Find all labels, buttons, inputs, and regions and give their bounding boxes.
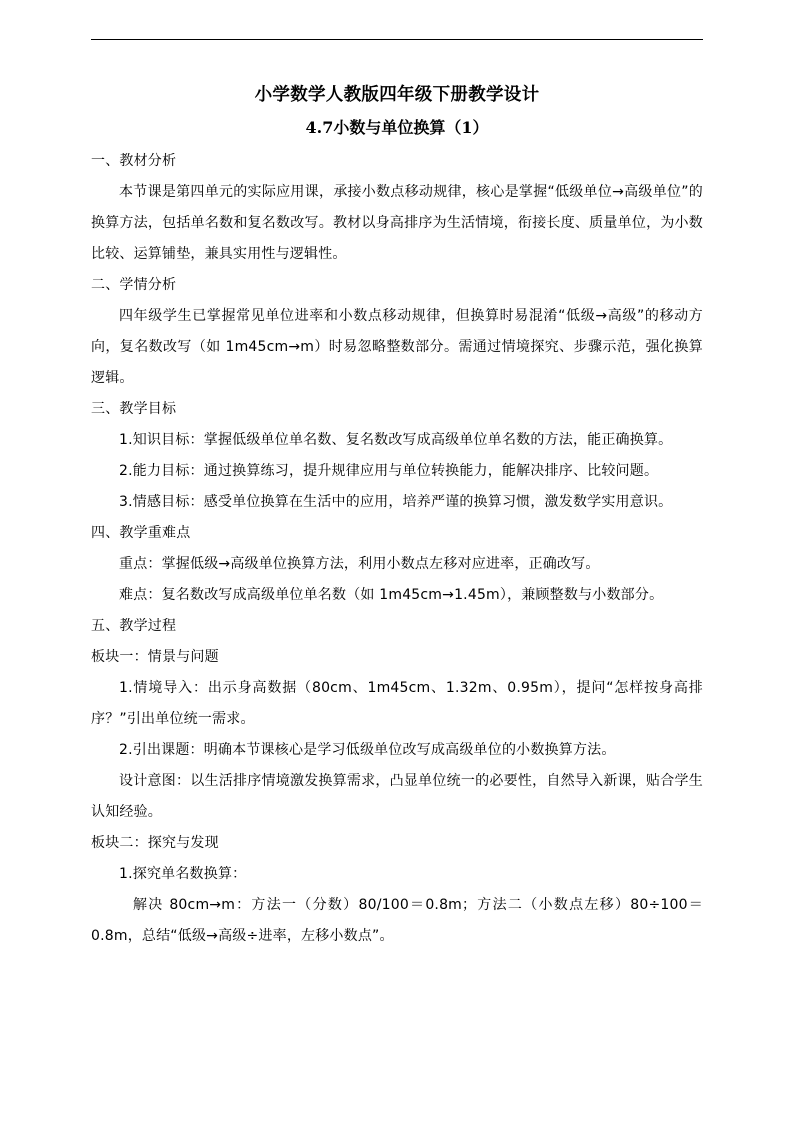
document-body bbox=[91, 78, 703, 952]
explore-single-unit-paragraph: 1.探究单名数换算： bbox=[119, 866, 247, 882]
design-intent-paragraph: 设计意图：以生活排序情境激发换算需求，凸显单位统一的必要性，自然导入新课，贴合学生认知经验。 bbox=[91, 773, 703, 820]
section-heading-teaching-process: 五、教学过程 bbox=[91, 618, 177, 634]
document-title: 小学数学人教版四年级下册教学设计 bbox=[254, 85, 540, 105]
knowledge-goal-paragraph: 1.知识目标：掌握低级单位单名数、复名数改写成高级单位单名数的方法，能正确换算。 bbox=[119, 432, 673, 448]
block-one-heading: 板块一：情景与问题 bbox=[91, 649, 219, 665]
lesson-title: 4.7小数与单位换算（1） bbox=[305, 118, 489, 137]
student-analysis-paragraph: 四年级学生已掌握常见单位进率和小数点移动规律，但换算时易混淆“低级→高级”的移动方向，复名数改写（如 1m45cm→m）时易忽略整数部分。需通过情境探究、步骤示范，强化换算逻辑。 bbox=[91, 308, 703, 386]
key-point-paragraph: 重点：掌握低级→高级单位换算方法，利用小数点左移对应进率，正确改写。 bbox=[119, 556, 600, 572]
situation-intro-paragraph: 1.情境导入：出示身高数据（80cm、1m45cm、1.32m、0.95m），提问“怎样按身高排序？”引出单位统一需求。 bbox=[91, 680, 703, 727]
section-heading-textbook-analysis: 一、教材分析 bbox=[91, 153, 177, 169]
emotion-goal-paragraph: 3.情感目标：感受单位换算在生活中的应用，培养严谨的换算习惯，激发数学实用意识。 bbox=[119, 494, 673, 510]
section-heading-student-analysis: 二、学情分析 bbox=[91, 277, 177, 293]
block-two-heading: 板块二：探究与发现 bbox=[91, 835, 219, 851]
topic-intro-paragraph: 2.引出课题：明确本节课核心是学习低级单位改写成高级单位的小数换算方法。 bbox=[119, 742, 616, 758]
textbook-analysis-paragraph: 本节课是第四单元的实际应用课，承接小数点移动规律，核心是掌握“低级单位→高级单位”的换算方法，包括单名数和复名数改写。教材以身高排序为生活情境，衔接长度、质量单位，为小数比较、运算铺垫，兼具实用性与逻辑性。 bbox=[91, 184, 703, 262]
ability-goal-paragraph: 2.能力目标：通过换算练习，提升规律应用与单位转换能力，能解决排序、比较问题。 bbox=[119, 463, 659, 479]
conversion-example-paragraph: 解决 80cm→m：方法一（分数）80/100＝0.8m；方法二（小数点左移）80÷100＝0.8m，总结“低级→高级÷进率，左移小数点”。 bbox=[91, 897, 703, 944]
section-heading-teaching-goals: 三、教学目标 bbox=[91, 401, 177, 417]
section-heading-key-points: 四、教学重难点 bbox=[91, 525, 191, 541]
difficulty-paragraph: 难点：复名数改写成高级单位单名数（如 1m45cm→1.45m），兼顾整数与小数部分。 bbox=[119, 587, 664, 603]
header-rule bbox=[91, 39, 703, 40]
